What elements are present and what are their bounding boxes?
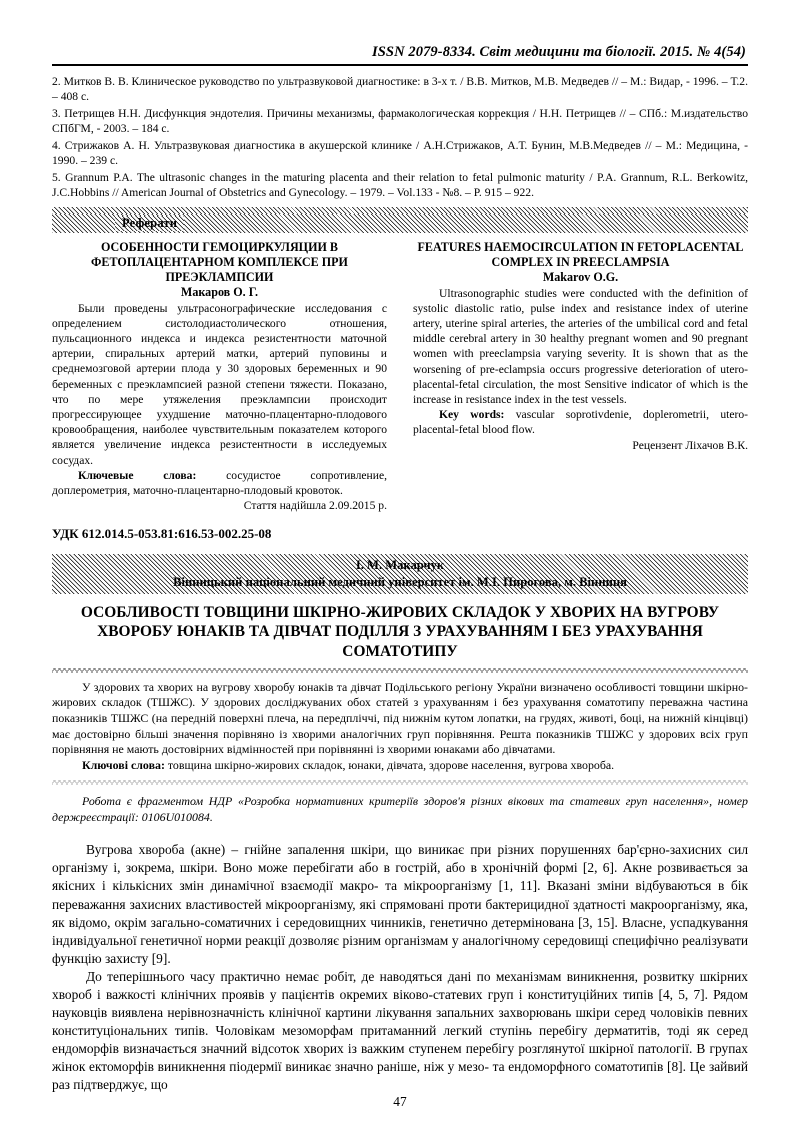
article-keywords-text: товщина шкірно-жирових складок, юнаки, дівчата, здорове населення, вугрова хвороба. (167, 758, 615, 773)
abstract-russian (52, 240, 387, 512)
abstract-ru-title: ОСОБЕННОСТИ ГЕМОЦИРКУЛЯЦИИ В ФЕТОПЛАЦЕНТАРНОМ КОМПЛЕКСЕ ПРИ ПРЕЭКЛАМПСИИ (91, 239, 348, 284)
abstract-ru-body: Были проведены ультрасонографические исследования с определением систолодиастолического отношения, пульсационного индекса и индекса резистентности маточной артерии, спиральных артерий матки, артерий пуповины и среднемозговой артерии плода у 30 здоровых беременных и 90 беременных с преэклампсией разной степени тяжести. Показано, что по мере утяжеления преэклампсии происходит прогрессирующее ухудшение маточно-плацентарно-плодового кровообращения, наиболее чувствительным показателем которого является увеличение индекса резистентности в исследуемых сосудах. (52, 301, 387, 467)
hatched-divider-top (52, 207, 748, 214)
abstract-en-body: Ultrasonographic studies were conducted with the definition of systolic diastolic ratio, pulse index and resistance index of uterine artery, uterine spiral arteries, the arteries of the umbilical cord and fetal middle cerebral artery in 30 healthy pregnant women and 90 pregnant women with preeclampsia varying severity. It is shown that as the worsening of pre-eclampsia occurs progressive deterioration of utero-placental-fetal circulation, the most Sensitive indicator of which is the increase in resistance index in the test vessels. (413, 286, 748, 407)
reference-item: 5. Grannum P.A. The ultrasonic changes in the maturing placenta and their relation to fetal pulmonic maturity / P.A. Grannum, R.L. Berkowitz, J.C.Hobbins // American Journal of Obstetrics and Gynecology. – 1979. – Vol.133 - №8. – P. 915 – 922. (52, 170, 748, 200)
udc-code: УДК 612.014.5-053.81:616.53-002.25-08 (52, 526, 272, 542)
abstract-en-keywords-label: Key words: (439, 408, 505, 422)
references-list (52, 74, 748, 201)
body-paragraph: Вугрова хвороба (акне) – гнійне запалення шкіри, що виникає при різних порушеннях бар'єрно-захисних сил організму і, зокрема, шкіри. Воно може перебігати або в гострій, або в хронічній формі [2, 6]. Акне розвивається за якісних і кількісних змін динамічної взаємодії макро- та мікроорганізму [1, 11]. Вказані зміни відбуваються в бік переважання захисних властивостей мікроорганізму, які спрямовані проти бактерицидної здатності макроорганізму, яка, як відомо, окрім загально-соматичних і середовищних чинників, генетично детермінована [3, 15]. Власне, успадкування індивідуальної генетичної норми реакції дозволяє різним організмам у аналогічному середовищі специфічно реалізувати функцію захисту [9]. (52, 842, 748, 966)
reference-item: 2. Митков В. В. Клиническое руководство по ультразвуковой диагностике: в 3-х т. / В.В. Митков, М.В. Медведев // – М.: Видар, - 1996. – Т.2. – 408 с. (52, 75, 748, 104)
abstract-ru-keywords-text: сосудистое сопротивление, доплерометрия, маточно-плацентарно-плодовый кровоток. (52, 468, 387, 497)
abstract-en-footer: Рецензент Ліхачов В.К. (632, 438, 748, 452)
page-number: 47 (393, 1094, 407, 1109)
abstract-english (413, 240, 748, 512)
running-head-rule (52, 64, 748, 66)
reference-item: 4. Стрижаков А. Н. Ультразвуковая диагностика в акушерской клинике / А.Н.Стрижаков, А.Т. Бунин, М.В.Медведев // – М.: Медицина, - 1990. – 239 с. (52, 138, 748, 168)
grant-note: Робота є фрагментом НДР «Розробка нормативних критеріїв здоров'я різних вікових та статевих груп населення», номер держреєстрації: 0106U010084. (52, 793, 748, 824)
body-paragraph: До теперішнього часу практично немає робіт, де наводяться дані по механізмам виникнення, розвитку шкірних хвороб і важкості клінічних проявів у пацієнтів окремих віково-статевих груп і конституційних типів [4, 5, 7]. Рядом науковців виявлена нерівнозначність клінічної картини лікування запальних захворювань шкіри серед чоловіків певних конституціональних типів. Чоловікам мезоморфам притаманний легкий ступінь перебігу дерматитів, тоді як серед ендоморфів визначається значний відсоток хворих із важким ступенем перебігу розглянутої шкірної патології. В групах жінок ектоморфів виникнення піодермії виникає значно раніше, ніж у мезо- та ендоморфного соматотипів [8]. Це зайвий раз підтверджує, що (52, 968, 748, 1092)
article-author-band (52, 554, 748, 594)
abstract-en-author: Makarov O.G. (542, 269, 619, 284)
wavy-divider-below-abstract (52, 778, 748, 786)
abstracts-band-label: Реферати (115, 216, 184, 231)
abstract-ru-author: Макаров О. Г. (180, 284, 259, 299)
abstract-en-keywords-text: vascular soprotivdenie, doplerometrii, utero-placental-fetal blood flow. (413, 408, 749, 437)
abstract-en-title: FEATURES HAEMOCIRCULATION IN FETOPLACENTAL COMPLEX IN PREECLAMPSIA (417, 239, 744, 269)
abstract-ru-keywords (52, 468, 387, 498)
running-head: ISSN 2079-8334. Світ медицини та біології. 2015. № 4(54) (372, 44, 746, 60)
article-author-name: І. М. Макарчук (355, 558, 445, 573)
abstracts-columns (52, 240, 748, 512)
wavy-divider-above-abstract (52, 666, 748, 674)
article-abstract: У здорових та хворих на вугрову хворобу юнаків та дівчат Подільського регіону України визначено особливості товщини шкірно-жирових складок (ТШЖС). У здорових досліджуваних обох статей з урахуванням і без урахування соматотипу переважна частина показників ТШЖС (на передній поверхні плеча, на передпліччі, під нижнім кутом лопатки, на грудях, животі, боці, на нижній кінцівці) має достовірно більші значення порівняно із хворими аналогічних груп порівняння. Решта показників ТШЖС у здорових всіх груп порівняння не мають достовірних відмінностей при порівнянні із хворими юнаками або дівчатами. (52, 679, 748, 757)
reference-item: 3. Петрищев Н.Н. Дисфункция эндотелия. Причины механизмы, фармакологическая коррекция / Н.Н. Петрищев // – СПб.: М.издательство СПбГМ, - 2003. – 184 с. (52, 106, 748, 136)
abstract-ru-footer: Стаття надійшла 2.09.2015 р. (243, 499, 387, 513)
article-keywords (52, 758, 748, 774)
abstracts-section-band (52, 214, 748, 233)
article-keywords-label: Ключові слова: (82, 758, 165, 773)
abstract-ru-keywords-label: Ключевые слова: (78, 468, 197, 482)
article-affiliation: Вінницький національний медичний університет ім. М.І. Пирогова, м. Вінниця (173, 574, 627, 589)
article-title: ОСОБЛИВОСТІ ТОВЩИНИ ШКІРНО-ЖИРОВИХ СКЛАДОК У ХВОРИХ НА ВУГРОВУ ХВОРОБУ ЮНАКІВ ТА ДІВЧАТ ПОДІЛЛЯ З УРАХУВАННЯМ І БЕЗ УРАХУВАННЯ СОМАТОТИПУ (80, 603, 720, 660)
abstract-en-keywords (413, 407, 748, 437)
